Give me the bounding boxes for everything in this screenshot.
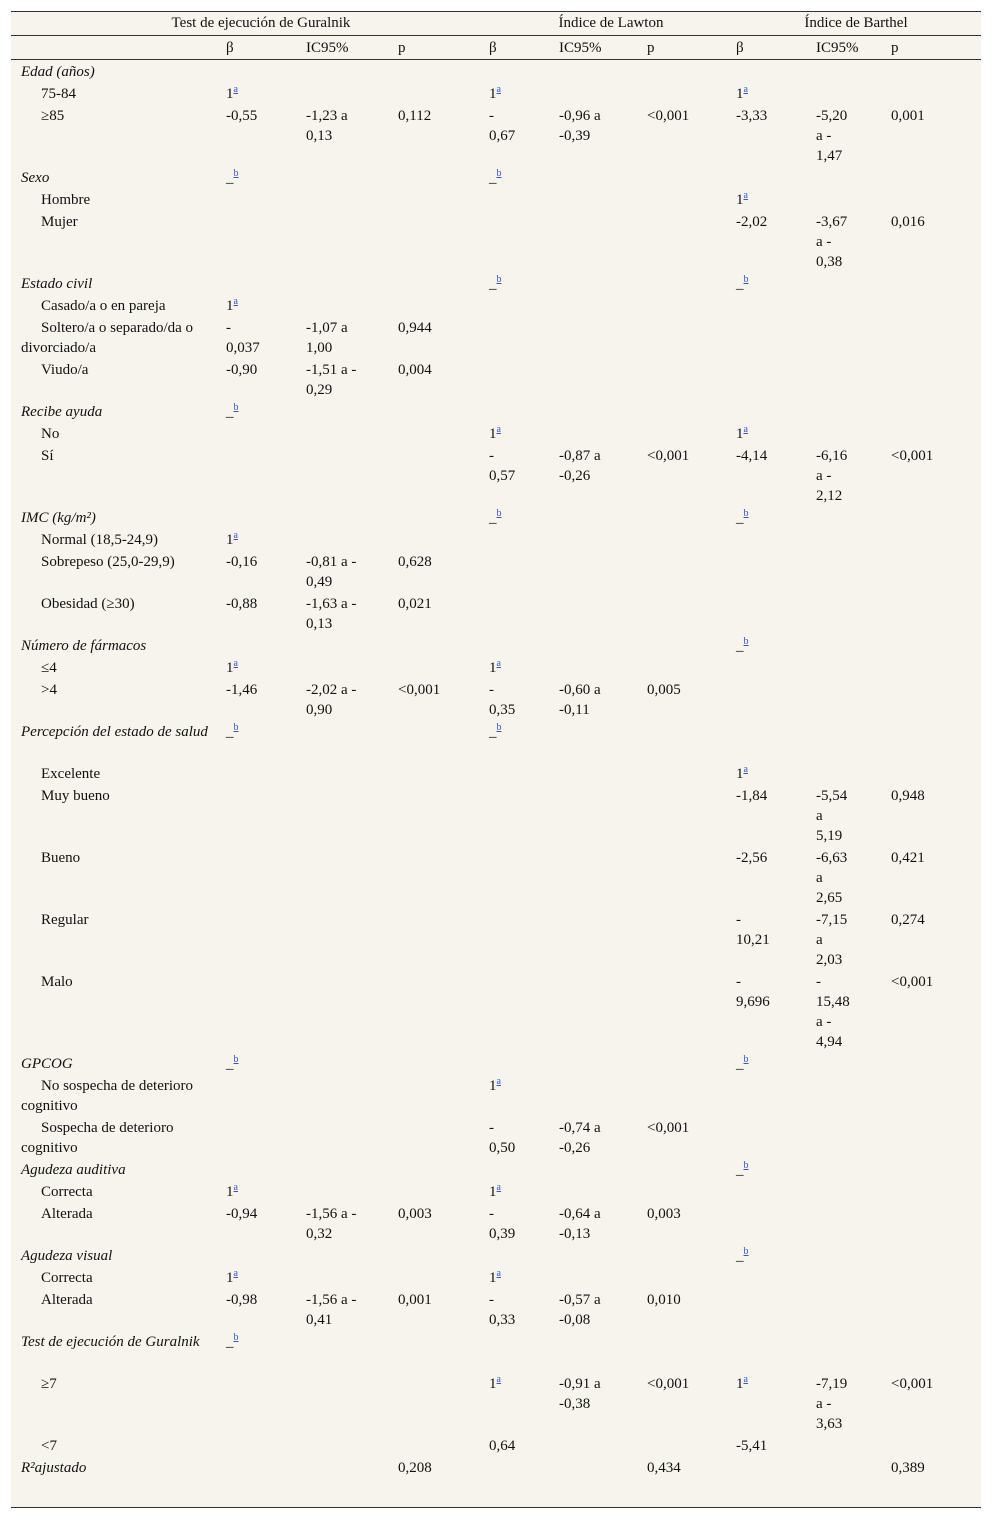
table-cell: <0,001 bbox=[891, 448, 934, 464]
cell-value: _ bbox=[489, 276, 497, 292]
row-label: Soltero/a o separado/da o divorciado/a bbox=[21, 320, 194, 356]
cell-value: _ bbox=[736, 1162, 744, 1178]
row-label: Correcta bbox=[41, 1184, 93, 1200]
table-cell: -0,96 a -0,39 bbox=[559, 108, 601, 144]
section-label: Edad (años) bbox=[21, 64, 95, 80]
table-cell: <0,001 bbox=[647, 108, 690, 124]
table-cell: 0,001 bbox=[398, 1292, 432, 1308]
cell-value: _ bbox=[736, 510, 744, 526]
table-row bbox=[11, 318, 981, 360]
table-cell: -2,02 bbox=[736, 214, 768, 230]
footnote-link-reference[interactable]: a bbox=[496, 658, 501, 669]
cell-value: 1 bbox=[226, 532, 234, 548]
table-cell bbox=[489, 1374, 549, 1394]
table-cell: 0,434 bbox=[647, 1460, 681, 1476]
table-cell: 0,208 bbox=[398, 1460, 432, 1476]
footnote-link-reference[interactable]: a bbox=[233, 84, 238, 95]
row-label: Muy bueno bbox=[41, 788, 110, 804]
section-label: Test de ejecución de Guralnik bbox=[21, 1334, 200, 1350]
table-cell bbox=[489, 1076, 549, 1096]
row-label: ≤4 bbox=[41, 660, 57, 676]
cell-value: _ bbox=[736, 276, 744, 292]
cell-value: _ bbox=[736, 1248, 744, 1264]
table-cell: - 0,67 bbox=[489, 108, 516, 144]
table-row bbox=[11, 848, 981, 910]
group-header: Índice de Lawton bbox=[558, 15, 664, 31]
section-label: Agudeza visual bbox=[21, 1248, 113, 1264]
cell-value: _ bbox=[226, 170, 234, 186]
table-cell: -0,87 a -0,26 bbox=[559, 448, 601, 484]
table-cell: <0,001 bbox=[647, 1120, 690, 1136]
table-cell bbox=[489, 722, 549, 742]
table-cell bbox=[736, 424, 811, 444]
footnote-link-reference[interactable]: a bbox=[743, 84, 748, 95]
table-cell: 0,421 bbox=[891, 850, 925, 866]
footnote-link-excluded[interactable]: b bbox=[233, 168, 239, 179]
section-label: R²ajustado bbox=[21, 1460, 87, 1476]
table-row bbox=[11, 594, 981, 636]
section-row bbox=[11, 402, 981, 424]
table-cell: -1,07 a 1,00 bbox=[306, 320, 348, 356]
footnote-link-excluded[interactable]: b bbox=[743, 1246, 749, 1257]
table-cell bbox=[736, 1054, 811, 1074]
table-cell: - 15,48 a - 4,94 bbox=[816, 974, 850, 1050]
subheader-row bbox=[11, 37, 981, 59]
row-label: <7 bbox=[41, 1438, 57, 1454]
table-cell: 0,628 bbox=[398, 554, 432, 570]
row-label: 75-84 bbox=[41, 86, 76, 102]
row-label: Sobrepeso (25,0-29,9) bbox=[41, 554, 175, 570]
footnote-link-excluded[interactable]: b bbox=[743, 1054, 749, 1065]
table-cell: -2,02 a - 0,90 bbox=[306, 682, 357, 718]
footnote-link-excluded[interactable]: b bbox=[743, 636, 749, 647]
group-header-row bbox=[11, 12, 981, 34]
cell-value: _ bbox=[736, 638, 744, 654]
table-cell bbox=[226, 1182, 301, 1202]
row-label: Correcta bbox=[41, 1270, 93, 1286]
cell-value: _ bbox=[226, 1334, 234, 1350]
header-rule bbox=[11, 59, 981, 60]
table-row bbox=[11, 910, 981, 972]
cell-value: 1 bbox=[736, 426, 744, 442]
section-label: Número de fármacos bbox=[21, 638, 147, 654]
footnote-link-excluded[interactable]: b bbox=[496, 508, 502, 519]
cell-value: 1 bbox=[736, 766, 744, 782]
table-cell: -1,51 a - 0,29 bbox=[306, 362, 357, 398]
cell-value: 1 bbox=[489, 1078, 497, 1094]
table-cell: - 0,33 bbox=[489, 1292, 516, 1328]
section-row bbox=[11, 722, 981, 764]
table-row bbox=[11, 212, 981, 274]
footnote-link-excluded[interactable]: b bbox=[743, 1160, 749, 1171]
table-cell: -1,84 bbox=[736, 788, 768, 804]
section-label: Estado civil bbox=[21, 276, 93, 292]
row-label: No sospecha de deterioro cognitivo bbox=[21, 1078, 194, 1114]
table-cell bbox=[736, 1374, 811, 1394]
table-cell: -1,23 a 0,13 bbox=[306, 108, 348, 144]
table-cell: -1,56 a - 0,41 bbox=[306, 1292, 357, 1328]
section-row bbox=[11, 62, 981, 84]
footnote-link-reference[interactable]: a bbox=[743, 424, 748, 435]
regression-table bbox=[11, 11, 981, 1508]
table-row bbox=[11, 1374, 981, 1436]
table-cell bbox=[736, 764, 811, 784]
column-header: p bbox=[647, 40, 655, 56]
cell-value: 1 bbox=[226, 86, 234, 102]
table-row bbox=[11, 1436, 981, 1458]
table-row bbox=[11, 1204, 981, 1246]
footnote-link-excluded[interactable]: b bbox=[743, 274, 749, 285]
table-row bbox=[11, 190, 981, 212]
table-cell bbox=[226, 1054, 301, 1074]
table-cell bbox=[226, 722, 301, 742]
column-header: p bbox=[398, 40, 406, 56]
footnote-link-reference[interactable]: a bbox=[743, 764, 748, 775]
row-label: Hombre bbox=[41, 192, 91, 208]
table-cell: 0,021 bbox=[398, 596, 432, 612]
table-cell: - 9,696 bbox=[736, 974, 770, 1010]
row-label: Viudo/a bbox=[41, 362, 89, 378]
table-cell: 0,389 bbox=[891, 1460, 925, 1476]
table-cell: - 0,50 bbox=[489, 1120, 516, 1156]
table-row bbox=[11, 360, 981, 402]
footnote-link-reference[interactable]: a bbox=[743, 190, 748, 201]
table-cell: -0,74 a -0,26 bbox=[559, 1120, 601, 1156]
footnote-link-reference[interactable]: a bbox=[233, 658, 238, 669]
table-row bbox=[11, 296, 981, 318]
table-cell: - 10,21 bbox=[736, 912, 770, 948]
section-label: Sexo bbox=[21, 170, 50, 186]
group-header: Índice de Barthel bbox=[804, 15, 908, 31]
footnote-link-reference[interactable]: a bbox=[233, 296, 238, 307]
table-row bbox=[11, 764, 981, 786]
table-cell bbox=[226, 1268, 301, 1288]
footnote-link-reference[interactable]: a bbox=[496, 1076, 501, 1087]
table-row bbox=[11, 972, 981, 1054]
table-cell: 0,016 bbox=[891, 214, 925, 230]
row-label: ≥7 bbox=[41, 1376, 57, 1392]
table-cell: 0,64 bbox=[489, 1438, 516, 1454]
cell-value: _ bbox=[489, 724, 497, 740]
table-cell: 0,944 bbox=[398, 320, 432, 336]
table-row bbox=[11, 446, 981, 508]
row-label: Sí bbox=[41, 448, 54, 464]
cell-value: 1 bbox=[226, 1270, 234, 1286]
footnote-link-excluded[interactable]: b bbox=[233, 722, 239, 733]
table-cell: -6,16 a - 2,12 bbox=[816, 448, 848, 504]
column-header: β bbox=[226, 40, 234, 56]
table-cell: - 0,57 bbox=[489, 448, 516, 484]
table-row bbox=[11, 786, 981, 848]
row-label: Regular bbox=[41, 912, 89, 928]
table-cell: -5,54 a 5,19 bbox=[816, 788, 848, 844]
section-row bbox=[11, 1054, 981, 1076]
column-header: p bbox=[891, 40, 899, 56]
table-row bbox=[11, 680, 981, 722]
table-cell bbox=[226, 658, 301, 678]
table-cell: 0,010 bbox=[647, 1292, 681, 1308]
table-cell bbox=[226, 402, 301, 422]
section-row bbox=[11, 508, 981, 530]
table-cell: -0,94 bbox=[226, 1206, 258, 1222]
table-cell: 0,005 bbox=[647, 682, 681, 698]
table-cell: -0,57 a -0,08 bbox=[559, 1292, 601, 1328]
table-row bbox=[11, 424, 981, 446]
row-label: Sospecha de deterioro cognitivo bbox=[21, 1120, 174, 1156]
footnote-link-reference[interactable]: a bbox=[496, 424, 501, 435]
table-cell bbox=[489, 168, 549, 188]
table-cell: -0,91 a -0,38 bbox=[559, 1376, 601, 1412]
table-cell bbox=[226, 1332, 301, 1352]
group-header: Test de ejecución de Guralnik bbox=[171, 15, 351, 31]
footnote-link-reference[interactable]: a bbox=[496, 1374, 501, 1385]
footnote-link-reference[interactable]: a bbox=[496, 1268, 501, 1279]
table-cell: -1,46 bbox=[226, 682, 258, 698]
section-row bbox=[11, 1160, 981, 1182]
section-row bbox=[11, 274, 981, 296]
table-cell: -0,60 a -0,11 bbox=[559, 682, 601, 718]
cell-value: _ bbox=[226, 724, 234, 740]
section-label: Agudeza auditiva bbox=[21, 1162, 126, 1178]
table-row bbox=[11, 530, 981, 552]
table-row bbox=[11, 658, 981, 680]
cell-value: 1 bbox=[736, 86, 744, 102]
column-header: IC95% bbox=[816, 40, 859, 56]
row-label: Alterada bbox=[41, 1292, 93, 1308]
footnote-link-excluded[interactable]: b bbox=[233, 402, 239, 413]
cell-value: _ bbox=[736, 1056, 744, 1072]
table-cell: <0,001 bbox=[891, 974, 934, 990]
table-cell bbox=[489, 84, 549, 104]
table-cell bbox=[489, 424, 549, 444]
section-row bbox=[11, 1246, 981, 1268]
footnote-link-reference[interactable]: a bbox=[233, 530, 238, 541]
row-label: ≥85 bbox=[41, 108, 65, 124]
footnote-link-excluded[interactable]: b bbox=[496, 722, 502, 733]
cell-value: 1 bbox=[489, 86, 497, 102]
cell-value: _ bbox=[489, 510, 497, 526]
section-label: IMC (kg/m²) bbox=[21, 510, 96, 526]
table-cell bbox=[736, 190, 811, 210]
column-header: IC95% bbox=[306, 40, 349, 56]
table-cell: -2,56 bbox=[736, 850, 768, 866]
cell-value: 1 bbox=[226, 1184, 234, 1200]
table-cell bbox=[226, 168, 301, 188]
table-cell: -6,63 a 2,65 bbox=[816, 850, 848, 906]
cell-value: 1 bbox=[736, 192, 744, 208]
footnote-link-excluded[interactable]: b bbox=[743, 508, 749, 519]
row-label: Alterada bbox=[41, 1206, 93, 1222]
footnote-link-reference[interactable]: a bbox=[233, 1268, 238, 1279]
table-cell bbox=[736, 274, 811, 294]
table-cell bbox=[736, 508, 811, 528]
footnote-link-reference[interactable]: a bbox=[743, 1374, 748, 1385]
table-cell: - 0,35 bbox=[489, 682, 516, 718]
table-cell: -3,67 a - 0,38 bbox=[816, 214, 848, 270]
table-cell: -0,55 bbox=[226, 108, 258, 124]
table-cell bbox=[489, 658, 549, 678]
section-label: Recibe ayuda bbox=[21, 404, 103, 420]
table-cell: <0,001 bbox=[647, 1376, 690, 1392]
table-cell: -4,14 bbox=[736, 448, 768, 464]
table-cell: 0,003 bbox=[398, 1206, 432, 1222]
cell-value: 1 bbox=[489, 1184, 497, 1200]
table-cell: -7,19 a - 3,63 bbox=[816, 1376, 848, 1432]
footnote-link-excluded[interactable]: b bbox=[496, 168, 502, 179]
cell-value: 1 bbox=[736, 1376, 744, 1392]
table-cell bbox=[226, 530, 301, 550]
table-cell: -5,41 bbox=[736, 1438, 768, 1454]
table-row bbox=[11, 1076, 981, 1118]
table-cell: 0,001 bbox=[891, 108, 925, 124]
table-row bbox=[11, 1182, 981, 1204]
table-cell bbox=[736, 636, 811, 656]
row-label: Normal (18,5-24,9) bbox=[41, 532, 159, 548]
table-cell: <0,001 bbox=[891, 1376, 934, 1392]
column-header: β bbox=[489, 40, 497, 56]
cell-value: 1 bbox=[226, 298, 234, 314]
table-cell: -3,33 bbox=[736, 108, 768, 124]
table-cell: -0,90 bbox=[226, 362, 258, 378]
section-label: Percepción del estado de salud bbox=[21, 724, 208, 740]
table-cell: 0,274 bbox=[891, 912, 925, 928]
cell-value: 1 bbox=[489, 1376, 497, 1392]
table-row bbox=[11, 106, 981, 168]
row-label: Excelente bbox=[41, 766, 101, 782]
table-cell: 0,004 bbox=[398, 362, 432, 378]
column-header: IC95% bbox=[559, 40, 602, 56]
table-cell: -0,98 bbox=[226, 1292, 258, 1308]
header-rule bbox=[11, 35, 981, 36]
table-cell bbox=[226, 296, 301, 316]
table-row bbox=[11, 1290, 981, 1332]
table-row bbox=[11, 1268, 981, 1290]
table-cell: 0,112 bbox=[398, 108, 432, 124]
table-row bbox=[11, 552, 981, 594]
table-cell bbox=[489, 1182, 549, 1202]
table-cell: - 0,037 bbox=[226, 320, 260, 356]
table-row bbox=[11, 1118, 981, 1160]
table-cell: -0,16 bbox=[226, 554, 258, 570]
table-cell: -0,81 a - 0,49 bbox=[306, 554, 357, 590]
footnote-link-excluded[interactable]: b bbox=[496, 274, 502, 285]
section-row bbox=[11, 1332, 981, 1374]
table-cell bbox=[736, 1246, 811, 1266]
row-label: No bbox=[41, 426, 60, 442]
table-cell: -1,63 a - 0,13 bbox=[306, 596, 357, 632]
row-label: Mujer bbox=[41, 214, 78, 230]
table-cell: -5,20 a - 1,47 bbox=[816, 108, 848, 164]
footnote-link-reference[interactable]: a bbox=[496, 84, 501, 95]
table-cell: -0,64 a -0,13 bbox=[559, 1206, 601, 1242]
section-row bbox=[11, 168, 981, 190]
section-row bbox=[11, 636, 981, 658]
cell-value: _ bbox=[226, 404, 234, 420]
row-label: Obesidad (≥30) bbox=[41, 596, 135, 612]
cell-value: 1 bbox=[226, 660, 234, 676]
table-cell: 0,948 bbox=[891, 788, 925, 804]
footnote-link-excluded[interactable]: b bbox=[233, 1332, 239, 1343]
table-cell: 0,003 bbox=[647, 1206, 681, 1222]
section-label: GPCOG bbox=[21, 1056, 73, 1072]
column-header: β bbox=[736, 40, 744, 56]
section-row bbox=[11, 1458, 981, 1480]
row-label: Casado/a o en pareja bbox=[41, 298, 166, 314]
table-cell bbox=[489, 1268, 549, 1288]
table-cell bbox=[736, 84, 811, 104]
row-label: Malo bbox=[41, 974, 73, 990]
cell-value: _ bbox=[226, 1056, 234, 1072]
row-label: Bueno bbox=[41, 850, 81, 866]
table-row bbox=[11, 84, 981, 106]
cell-value: 1 bbox=[489, 660, 497, 676]
table-cell bbox=[736, 1160, 811, 1180]
table-cell: -1,56 a - 0,32 bbox=[306, 1206, 357, 1242]
footnote-link-reference[interactable]: a bbox=[496, 1182, 501, 1193]
table-cell: <0,001 bbox=[647, 448, 690, 464]
table-cell: -0,88 bbox=[226, 596, 258, 612]
row-label: >4 bbox=[41, 682, 57, 698]
table-cell bbox=[489, 274, 549, 294]
table-cell: <0,001 bbox=[398, 682, 441, 698]
table-cell: - 0,39 bbox=[489, 1206, 516, 1242]
table-cell bbox=[226, 84, 301, 104]
cell-value: 1 bbox=[489, 1270, 497, 1286]
cell-value: 1 bbox=[489, 426, 497, 442]
table-cell: -7,15 a 2,03 bbox=[816, 912, 848, 968]
cell-value: _ bbox=[489, 170, 497, 186]
footnote-link-reference[interactable]: a bbox=[233, 1182, 238, 1193]
table-cell bbox=[489, 508, 549, 528]
footnote-link-excluded[interactable]: b bbox=[233, 1054, 239, 1065]
